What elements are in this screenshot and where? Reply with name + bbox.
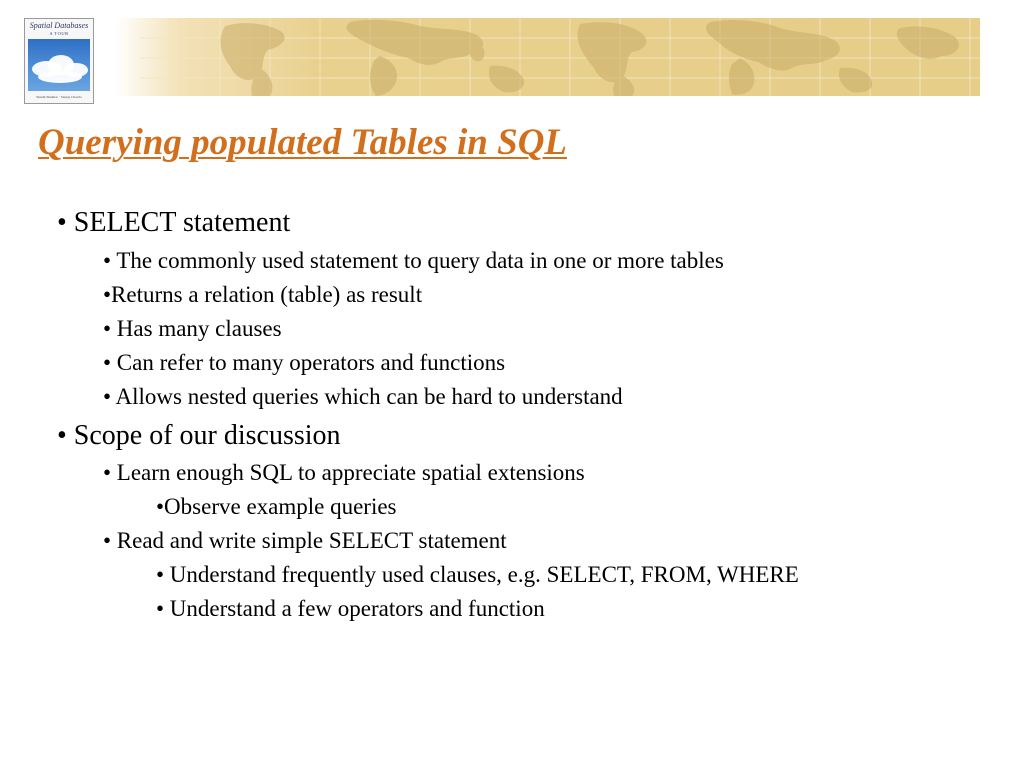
slide-title: Querying populated Tables in SQL bbox=[38, 122, 568, 163]
bullet-select-statement: • SELECT statement bbox=[57, 207, 291, 238]
bullet-commonly-used: • The commonly used statement to query data in one or more tables bbox=[103, 248, 724, 273]
bullet-operators-functions: • Can refer to many operators and functions bbox=[103, 350, 506, 375]
bullet-understand-clauses: • Understand frequently used clauses, e.g. SELECT, FROM, WHERE bbox=[156, 562, 799, 587]
bullet-scope: • Scope of our discussion bbox=[57, 420, 341, 451]
book-title: Spatial Databases bbox=[29, 21, 89, 30]
bullet-returns-relation: •Returns a relation (table) as result bbox=[103, 282, 423, 307]
bullet-nested-queries: • Allows nested queries which can be hard to understand bbox=[103, 384, 623, 409]
book-authors: Shashi Shekhar · Sanjay Chawla bbox=[36, 95, 82, 99]
book-subtitle: A TOUR bbox=[49, 31, 69, 36]
bullet-learn-sql: • Learn enough SQL to appreciate spatial extensions bbox=[103, 460, 585, 485]
bullet-understand-operators: • Understand a few operators and function bbox=[156, 596, 545, 621]
bullet-observe-queries: •Observe example queries bbox=[156, 494, 397, 519]
bullet-read-write-select: • Read and write simple SELECT statement bbox=[103, 528, 507, 553]
bullet-many-clauses: • Has many clauses bbox=[103, 316, 282, 341]
